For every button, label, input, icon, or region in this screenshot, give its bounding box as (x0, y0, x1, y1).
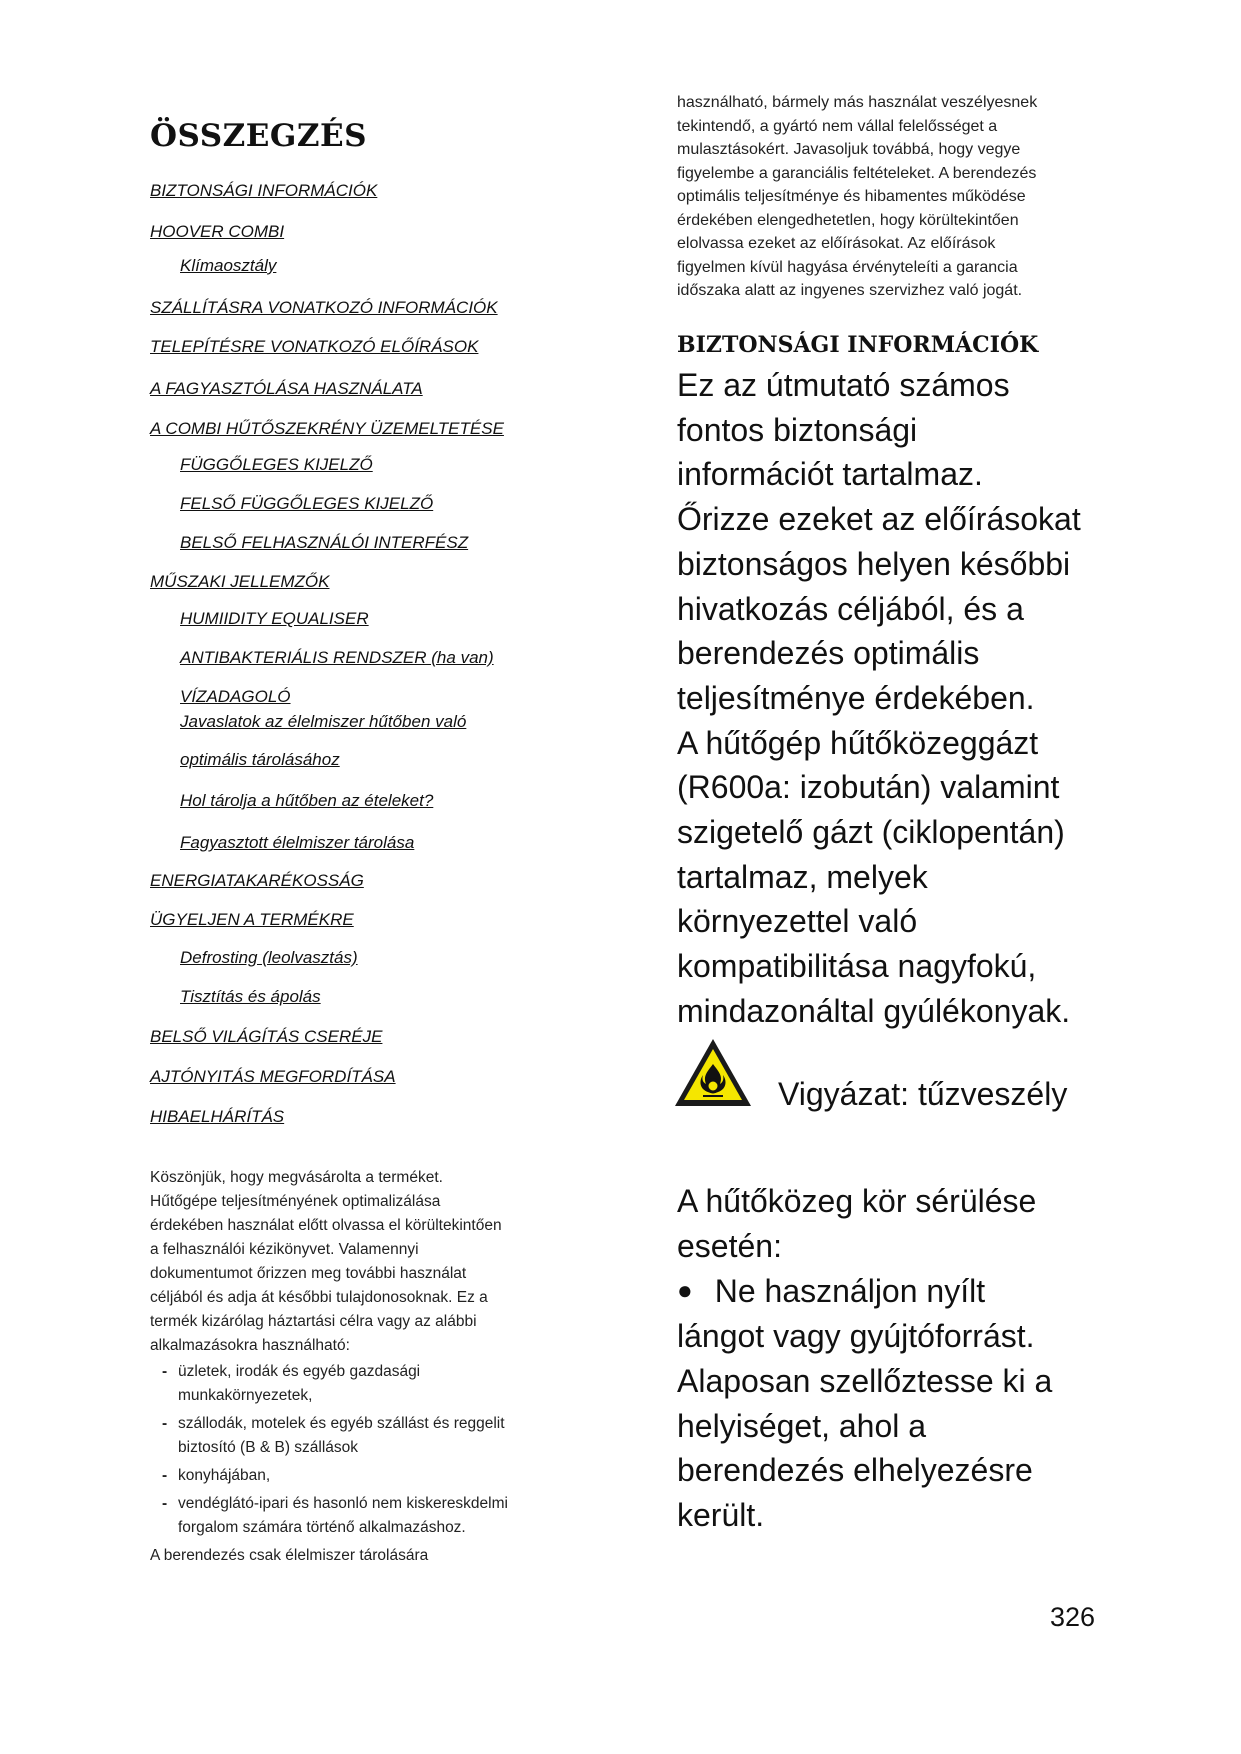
safety-line: fontos biztonsági (677, 411, 918, 448)
paragraph-line: tekintendő, a gyártó nem vállal felelősséget a (677, 117, 998, 135)
paragraph-line: érdekében elengedhetetlen, hogy körültekintően (677, 211, 1019, 229)
paragraph-line: optimális teljesítménye és hibamentes működése (677, 188, 1026, 205)
safety-line: biztonságos helyen későbbi (677, 545, 1071, 582)
intro-line: termék kizárólag háztartási célra vagy az alábbi (150, 1313, 477, 1330)
intro-line: alkalmazásokra használható: (150, 1337, 350, 1354)
bullet-dash: - (162, 1363, 168, 1380)
intro-line: érdekében használat előtt olvassa el körültekintően (150, 1217, 502, 1234)
safety-line: Ez az útmutató számos (677, 367, 1010, 403)
section-heading-safety: BIZTONSÁGI INFORMÁCIÓK (677, 332, 1039, 358)
list-item-line: szállodák, motelek és egyéb szállást és reggelit (178, 1415, 505, 1432)
list-item-line: konyhájában, (178, 1467, 271, 1484)
toc-link[interactable]: Fagyasztott élelmiszer tárolása (180, 833, 415, 852)
damage-bullet-line (677, 1268, 1052, 1314)
toc-link[interactable]: TELEPÍTÉSRE VONATKOZÓ ELŐÍRÁSOK (150, 337, 479, 356)
list-item (150, 1412, 508, 1460)
damage-line: esetén: (677, 1227, 782, 1264)
page-title: ÖSSZEGZÉS (150, 118, 367, 154)
toc-link[interactable]: BIZTONSÁGI INFORMÁCIÓK (150, 181, 378, 200)
toc-link[interactable]: VÍZADAGOLÓ (180, 687, 291, 706)
damage-bullet-line (677, 1493, 1052, 1538)
paragraph-line: használható, bármely más használat veszélyesnek (677, 94, 1038, 111)
toc-link[interactable]: SZÁLLÍTÁSRA VONATKOZÓ INFORMÁCIÓK (150, 298, 498, 317)
safety-line: hivatkozás céljából, és a (677, 590, 1024, 627)
damage-bullet-line (677, 1314, 1052, 1359)
warning-text: Vigyázat: tűzveszély (778, 1076, 1068, 1112)
list-item-line: munkakörnyezetek, (178, 1387, 313, 1404)
warranty-paragraph (677, 91, 1037, 303)
toc-link[interactable]: Javaslatok az élelmiszer hűtőben való (180, 712, 467, 731)
toc-link[interactable]: FELSŐ FÜGGŐLEGES KIJELZŐ (180, 494, 434, 513)
list-item (150, 1360, 508, 1408)
bullet-dot: ● (677, 1275, 693, 1306)
damage-bullet-text: helyiséget, ahol a (677, 1407, 927, 1444)
list-item (150, 1492, 508, 1540)
list-item-line: forgalom számára történő alkalmazáshoz. (178, 1519, 466, 1536)
flammable-warning-icon (672, 1036, 754, 1110)
damage-bullet-text: Alaposan szellőztesse ki a (677, 1362, 1053, 1399)
safety-line: mindazonáltal gyúlékonyak. (677, 992, 1071, 1029)
damage-bullet-text: Ne használjon nyílt (714, 1273, 986, 1310)
toc-link[interactable]: ÜGYELJEN A TERMÉKRE (150, 910, 354, 929)
safety-line: berendezés optimális (677, 635, 980, 672)
toc-link[interactable]: Klímaosztály (180, 256, 277, 275)
toc-link[interactable]: Tisztítás és ápolás (180, 987, 321, 1006)
intro-line: Köszönjük, hogy megvásárolta a terméket. (150, 1169, 443, 1186)
list-item (150, 1464, 508, 1488)
bullet-dash: - (162, 1467, 168, 1484)
damage-bullet-text: berendezés elhelyezésre (677, 1452, 1033, 1489)
toc-link[interactable]: BELSŐ FELHASZNÁLÓI INTERFÉSZ (180, 533, 469, 552)
bullet-dash: - (162, 1495, 168, 1512)
toc-link[interactable]: HOOVER COMBI (150, 222, 285, 241)
safety-line: A hűtőgép hűtőközeggázt (677, 724, 1039, 761)
toc-link[interactable]: ANTIBAKTERIÁLIS RENDSZER (ha van) (180, 648, 494, 667)
damage-bullet-line (677, 1448, 1052, 1493)
toc-link[interactable]: MŰSZAKI JELLEMZŐK (150, 572, 330, 591)
safety-line: teljesítménye érdekében. (677, 679, 1035, 716)
safety-text (677, 363, 1081, 1034)
toc-link[interactable]: Defrosting (leolvasztás) (180, 948, 358, 967)
damage-bullet-line (677, 1404, 1052, 1449)
intro-line: céljából és adja át későbbi tulajdonosoknak. Ez a (150, 1289, 488, 1306)
safety-line: kompatibilitása nagyfokú, (677, 948, 1037, 985)
damage-bullet-text: lángot vagy gyújtóforrást. (677, 1318, 1035, 1355)
safety-line: szigetelő gázt (ciklopentán) (677, 814, 1065, 851)
toc-link[interactable]: HUMIIDITY EQUALISER (180, 609, 369, 628)
safety-line: Őrizze ezeket az előírásokat (677, 501, 1081, 538)
list-item-line: biztosító (B & B) szállások (178, 1439, 359, 1456)
safety-line: (R600a: izobután) valamint (677, 769, 1060, 806)
page-number: 326 (1050, 1602, 1096, 1632)
safety-line: információt tartalmaz. (677, 456, 983, 493)
toc-link[interactable]: A FAGYASZTÓLÁSA HASZNÁLATA (150, 379, 423, 398)
intro-line: Hűtőgépe teljesítményének optimalizálása (150, 1193, 441, 1210)
paragraph-line: időszaka alatt az ingyenes szervizhez való jogát. (677, 282, 1023, 299)
toc-link[interactable]: optimális tárolásához (180, 750, 340, 769)
paragraph-line: elolvassa ezeket az előírásokat. Az előírások (677, 235, 996, 252)
toc-link[interactable]: AJTÓNYITÁS MEGFORDÍTÁSA (150, 1067, 396, 1086)
list-item-line: üzletek, irodák és egyéb gazdasági (178, 1363, 421, 1380)
damage-bullet-text: került. (677, 1496, 765, 1533)
damage-line: A hűtőközeg kör sérülése (677, 1183, 1037, 1219)
damage-text (677, 1179, 1052, 1538)
toc-link[interactable]: Hol tárolja a hűtőben az ételeket? (180, 791, 434, 810)
bullet-dash: - (162, 1415, 168, 1432)
intro-line: dokumentumot őrizzen meg további használat (150, 1265, 467, 1282)
intro-closing: A berendezés csak élelmiszer tárolására (150, 1547, 429, 1564)
toc-link[interactable]: BELSŐ VILÁGÍTÁS CSERÉJE (150, 1027, 383, 1046)
safety-line: környezettel való (677, 903, 918, 940)
list-item-line: vendéglátó-ipari és hasonló nem kiskereskdelmi (178, 1495, 508, 1512)
toc-link[interactable]: A COMBI HŰTŐSZEKRÉNY ÜZEMELTETÉSE (150, 419, 504, 438)
paragraph-line: mulasztásokért. Javasoljuk továbbá, hogy vegye (677, 141, 1021, 158)
intro-line: a felhasználói kézikönyvet. Valamennyi (150, 1241, 419, 1258)
safety-line: tartalmaz, melyek (677, 858, 928, 895)
toc-link[interactable]: ENERGIATAKARÉKOSSÁG (150, 871, 364, 890)
paragraph-line: figyelmen kívül hagyása érvényteleíti a garancia (677, 258, 1018, 276)
intro-paragraph (150, 1166, 508, 1568)
paragraph-line: figyelembe a garanciális feltételeket. A berendezés (677, 164, 1037, 182)
damage-bullet-line (677, 1359, 1052, 1404)
toc-link[interactable]: HIBAELHÁRÍTÁS (150, 1107, 285, 1126)
toc-link[interactable]: FÜGGŐLEGES KIJELZŐ (180, 455, 373, 474)
